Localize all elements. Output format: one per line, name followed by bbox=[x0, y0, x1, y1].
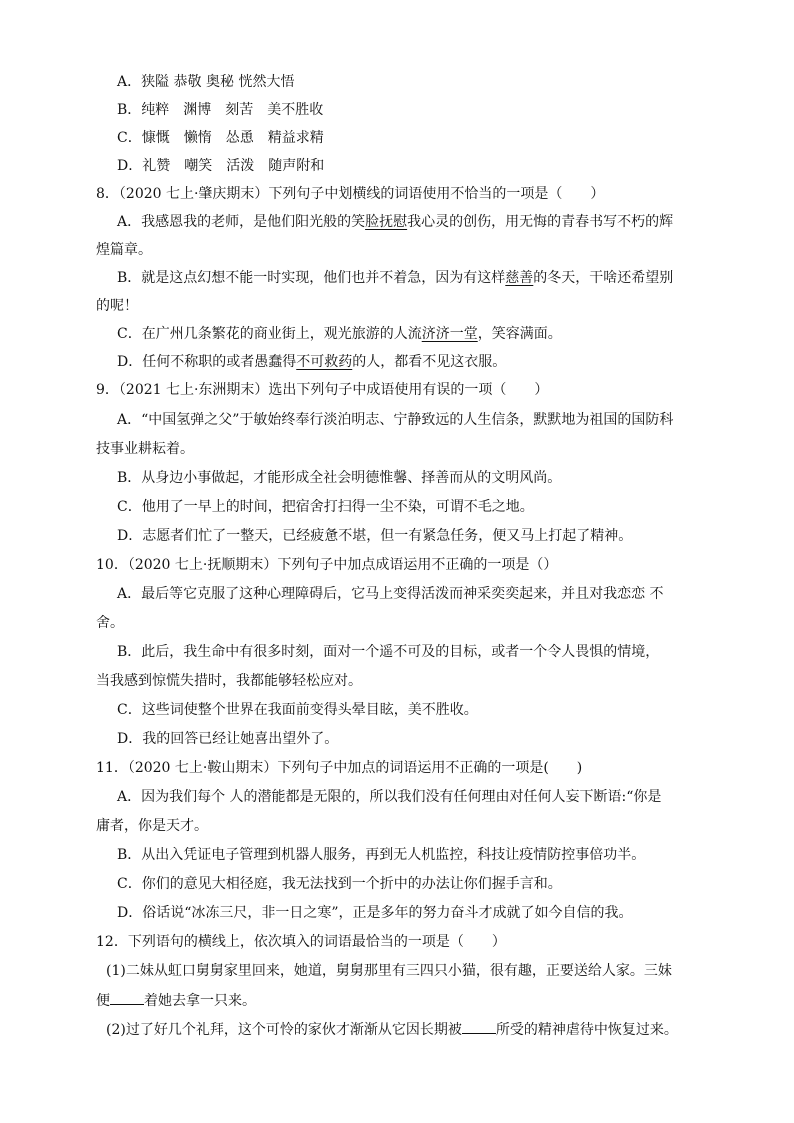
q8-option-c: C．在广州几条繁花的商业街上，观光旅游的人流济济一堂，笑容满面。 bbox=[117, 326, 562, 342]
underlined-word: 慈善 bbox=[505, 270, 534, 286]
q10-option-c: C．这些词使整个世界在我面前变得头晕目眩，美不胜收。 bbox=[117, 702, 478, 718]
q9-option-d: D．志愿者们忙了一整天，已经疲惫不堪，但一有紧急任务，便又马上打起了精神。 bbox=[117, 528, 633, 544]
q12-sentence-1-cont: 便 着她去拿一只来。 bbox=[96, 990, 256, 1010]
q10-stem: 10．（2020 七上·抚顺期末）下列句子中加点成语运用不正确的一项是（） bbox=[96, 557, 558, 573]
underlined-word: 济济一堂 bbox=[421, 326, 478, 342]
q8-option-d: D．任何不称职的或者愚蠢得不可救药的人，都看不见这衣服。 bbox=[117, 354, 507, 370]
q11-option-c: C．你们的意见大相径庭，我无法找到一个折中的办法让你们握手言和。 bbox=[117, 876, 562, 892]
q10-option-a: A．最后等它克服了这种心理障碍后，它马上变得活泼而神采奕奕起来，并且对我恋恋 不 bbox=[117, 586, 664, 602]
q7-option-b: B．纯粹 渊博 刻苦 美不胜收 bbox=[117, 102, 324, 118]
q11-option-d: D．俗话说“冰冻三尺，非一日之寒”，正是多年的努力奋斗才成就了如今自信的我。 bbox=[117, 905, 633, 921]
underlined-word: 不可救药 bbox=[296, 354, 353, 370]
underlined-word: 脸抚慰 bbox=[365, 214, 408, 230]
q10-option-b: B．此后，我生命中有很多时刻，面对一个遥不可及的目标，或者一个令人畏惧的情境， bbox=[117, 644, 660, 660]
q7-option-c: C．慷慨 懒惰 怂恿 精益求精 bbox=[117, 130, 324, 146]
q7-option-d: D．礼赞 嘲笑 活泼 随声附和 bbox=[117, 158, 325, 174]
q8-option-b-cont: 的呢！ bbox=[96, 298, 138, 314]
q10-option-a-cont: 舍。 bbox=[96, 615, 124, 631]
q8-stem: 8．（2020 七上·肇庆期末）下列句子中划横线的词语使用不恰当的一项是（ ） bbox=[96, 186, 605, 202]
q11-option-b: B．从出入凭证电子管理到机器人服务，再到无人机监控，科技让疫情防控事倍功半。 bbox=[117, 847, 646, 863]
q12-sentence-1: (1)二妹从虹口舅舅家里回来，她道，舅舅那里有三四只小猫，很有趣，正要送给人家。三妹 bbox=[106, 963, 672, 979]
q11-option-a-cont: 庸者，你是天才。 bbox=[96, 818, 208, 834]
fill-blank bbox=[462, 1019, 496, 1034]
q8-option-b: B．就是这点幻想不能一时实现，他们也并不着急，因为有这样慈善的冬天，干啥还希望别 bbox=[117, 270, 674, 286]
q9-option-a-cont: 技事业耕耘着。 bbox=[96, 441, 194, 457]
q8-option-a-cont: 煌篇章。 bbox=[96, 242, 152, 258]
q9-option-b: B．从身边小事做起，才能形成全社会明德惟馨、择善而从的文明风尚。 bbox=[117, 470, 562, 486]
q10-option-b-cont: 当我感到惊慌失措时，我都能够轻松应对。 bbox=[96, 673, 362, 689]
q12-sentence-2: (2)过了好几个礼拜，这个可怜的家伙才渐渐从它因长期被 所受的精神虐待中恢复过来。 bbox=[106, 1019, 678, 1039]
fill-blank bbox=[110, 990, 144, 1005]
q9-option-c: C．他用了一早上的时间，把宿舍打扫得一尘不染，可谓不毛之地。 bbox=[117, 499, 534, 515]
q7-option-a: A．狭隘 恭敬 奥秘 恍然大悟 bbox=[117, 74, 295, 90]
q9-stem: 9．（2021 七上·东洲期末）选出下列句子中成语使用有误的一项（ ） bbox=[96, 382, 549, 398]
q11-option-a: A．因为我们每个 人的潜能都是无限的，所以我们没有任何理由对任何人妄下断语:“你是 bbox=[117, 789, 662, 805]
q9-option-a: A．“中国氢弹之父”于敏始终奉行淡泊明志、宁静致远的人生信条，默默地为祖国的国防科 bbox=[117, 412, 674, 428]
q11-stem: 11．（2020 七上·鞍山期末）下列句子中加点的词语运用不正确的一项是( ) bbox=[96, 760, 583, 776]
q8-option-a: A．我感恩我的老师，是他们阳光般的笑脸抚慰我心灵的创伤，用无悔的青春书写不朽的辉 bbox=[117, 214, 674, 230]
q12-stem: 12．下列语句的横线上，依次填入的词语最恰当的一项是（ ） bbox=[96, 934, 506, 950]
q10-option-d: D．我的回答已经让她喜出望外了。 bbox=[117, 731, 339, 747]
